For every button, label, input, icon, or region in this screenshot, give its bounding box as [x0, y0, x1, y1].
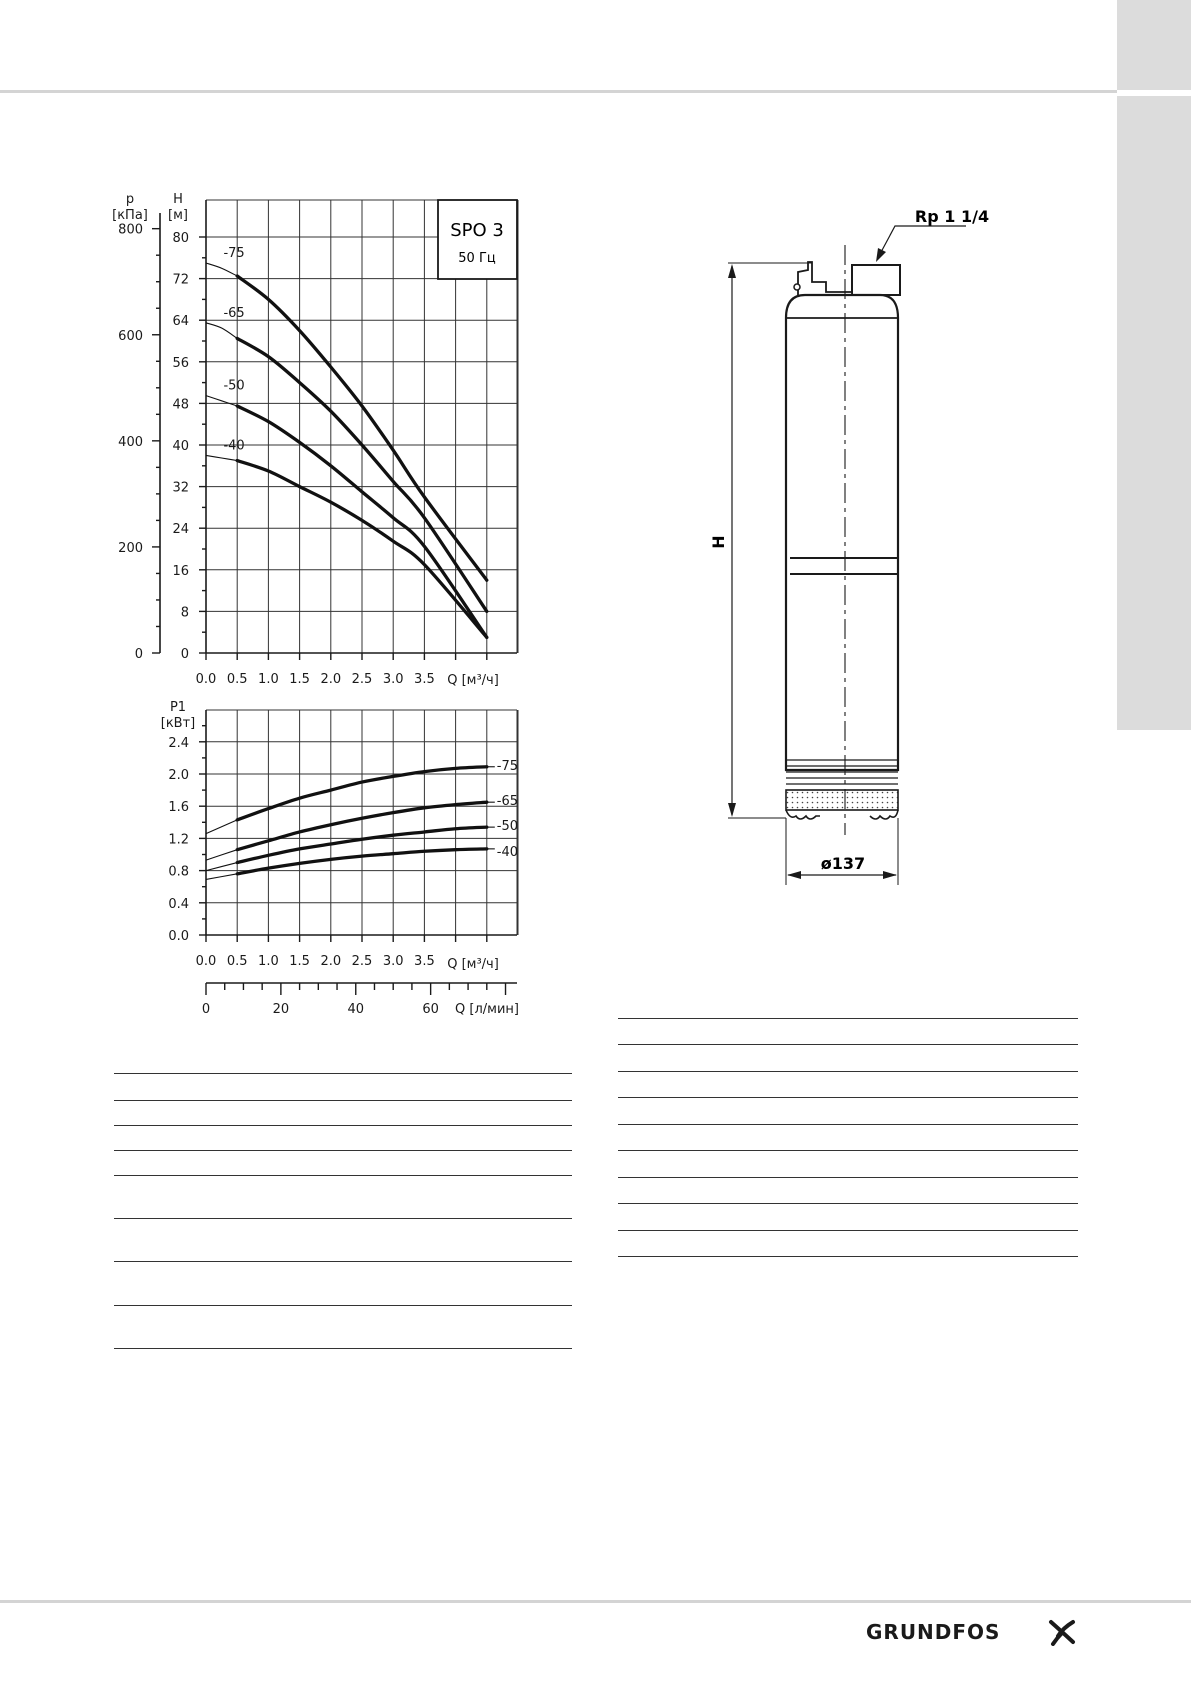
head-y-tick-label: 8: [180, 605, 189, 621]
right-table-rule: [618, 1097, 1078, 1098]
head-x-tick-label: 2.5: [351, 672, 373, 687]
head-x-tick-label: 3.0: [382, 672, 404, 687]
right-table-rule: [618, 1018, 1078, 1019]
power-curve-label: -50: [496, 819, 519, 835]
right-table-rule: [618, 1150, 1078, 1151]
height-dimension-label: H: [709, 535, 728, 549]
pressure-y-tick-label: 600: [118, 328, 143, 344]
head-curve-chart: [0, 0, 600, 1050]
head-y-tick-label: 40: [172, 439, 189, 454]
power-y-tick-label: 2.4: [168, 735, 189, 751]
left-table-rule: [114, 1305, 572, 1306]
head-curve-label: -75: [223, 246, 245, 261]
power-curve-label: -75: [496, 758, 519, 774]
head-curve-extension: [206, 455, 237, 460]
power-x-tick-label: 2.5: [351, 954, 373, 969]
head-curve-label: -40: [223, 438, 245, 454]
head-curve-label: -65: [223, 305, 245, 321]
head-x-tick-label: 1.5: [289, 672, 310, 687]
pump-cable-guard: [798, 262, 852, 295]
grundfos-x-icon: [1048, 1618, 1076, 1646]
lmin-tick-label: 0: [201, 1002, 211, 1017]
power-y-tick-label: 1.6: [168, 800, 189, 816]
chart-subtitle: 50 Гц: [458, 251, 496, 266]
right-table-rule: [618, 1124, 1078, 1125]
right-table-rule: [618, 1256, 1078, 1257]
head-axis-unit: [м]: [168, 208, 188, 223]
power-y-tick-label: 1.2: [168, 832, 189, 848]
power-y-tick-label: 2.0: [168, 768, 189, 783]
pressure-axis-name: p: [125, 192, 135, 207]
power-y-tick-label: 0.8: [168, 864, 189, 880]
left-table-rule: [114, 1100, 572, 1101]
power-grid: [206, 710, 518, 935]
right-table-rule: [618, 1177, 1078, 1178]
pump-dimension-drawing: [690, 190, 1030, 890]
left-table-rule: [114, 1125, 572, 1126]
head-y-tick-label: 32: [172, 480, 189, 496]
power-x-axis-label: Q [м³/ч]: [447, 957, 499, 972]
power-x-tick-label: 1.5: [289, 954, 310, 969]
head-y-tick-label: 48: [172, 397, 189, 413]
power-x-tick-label: 3.0: [382, 954, 404, 969]
power-x-tick-label: 0.5: [226, 954, 248, 969]
chart-title: SPO 3: [450, 220, 504, 241]
grundfos-logo: [866, 1618, 1076, 1648]
power-curve-label: -65: [496, 794, 519, 810]
power-x-tick-label: 1.0: [258, 954, 279, 969]
left-table-rule: [114, 1218, 572, 1219]
power-curve-extension: [206, 874, 237, 880]
right-table-rule: [618, 1203, 1078, 1204]
head-y-tick-label: 72: [172, 272, 189, 288]
power-x-tick-label: 2.0: [320, 954, 342, 969]
power-curve-extension: [206, 850, 237, 860]
pressure-y-tick-label: 800: [118, 222, 143, 238]
head-x-tick-label: 0.0: [195, 672, 217, 687]
side-tab-upper: [1117, 0, 1191, 90]
power-axis-name: P1: [169, 700, 187, 715]
power-x-tick-label: 0.0: [195, 954, 217, 969]
power-curve-extension: [206, 820, 237, 834]
power-y-tick-label: 0.0: [168, 929, 189, 944]
power-curves: [206, 767, 495, 880]
head-x-axis-label: Q [м³/ч]: [447, 673, 499, 688]
lmin-tick-label: 20: [272, 1002, 290, 1017]
head-x-tick-label: 3.5: [414, 672, 435, 687]
pressure-y-tick-label: 200: [118, 540, 143, 556]
pressure-y-tick-label: 400: [118, 434, 143, 450]
left-table-rule: [114, 1073, 572, 1074]
head-x-tick-label: 0.5: [226, 672, 248, 687]
pump-outlet: [852, 265, 900, 295]
connection-leader: [880, 226, 966, 254]
pump-body: [786, 295, 898, 770]
head-y-tick-label: 56: [172, 355, 189, 371]
pressure-axis-unit: [кПа]: [112, 208, 148, 223]
head-x-tick-label: 1.0: [258, 672, 279, 687]
head-curves: [206, 263, 487, 637]
power-x-tick-label: 3.5: [414, 954, 435, 969]
side-tab-lower: [1117, 96, 1191, 730]
footer-rule: [0, 1600, 1191, 1603]
head-y-tick-label: 0: [180, 647, 189, 662]
head-y-tick-label: 80: [172, 231, 189, 246]
head-axis-name: H: [173, 192, 183, 207]
connection-label: Rp 1 1/4: [914, 207, 990, 226]
brand-name: GRUNDFOS: [866, 1620, 1001, 1644]
head-y-tick-label: 24: [172, 522, 189, 538]
head-curve-extension: [206, 323, 237, 339]
right-table-rule: [618, 1044, 1078, 1045]
head-y-tick-label: 16: [172, 563, 189, 579]
lmin-tick-label: 40: [347, 1002, 365, 1017]
right-table-rule: [618, 1071, 1078, 1072]
power-curve-extension: [206, 863, 237, 871]
pressure-y-tick-label: 0: [134, 647, 143, 662]
right-table-rule: [618, 1230, 1078, 1231]
head-curve-extension: [206, 263, 237, 276]
head-curve-extension: [206, 396, 237, 406]
left-table-rule: [114, 1261, 572, 1262]
head-curve-label: -50: [223, 378, 245, 394]
power-y-tick-label: 0.4: [168, 896, 189, 912]
power-axis-unit: [кВт]: [160, 716, 196, 731]
head-y-tick-label: 64: [172, 314, 189, 330]
pump-lifting-eye: [794, 284, 800, 290]
left-table-rule: [114, 1150, 572, 1151]
diameter-dimension-label: ø137: [820, 854, 866, 873]
left-table-rule: [114, 1348, 572, 1349]
left-table-rule: [114, 1175, 572, 1176]
lmin-x-axis-label: Q [л/мин]: [455, 1002, 519, 1017]
power-curve-label: -40: [496, 844, 519, 860]
head-x-tick-label: 2.0: [320, 672, 342, 687]
lmin-tick-label: 60: [422, 1002, 439, 1017]
power-axes: [168, 710, 517, 969]
